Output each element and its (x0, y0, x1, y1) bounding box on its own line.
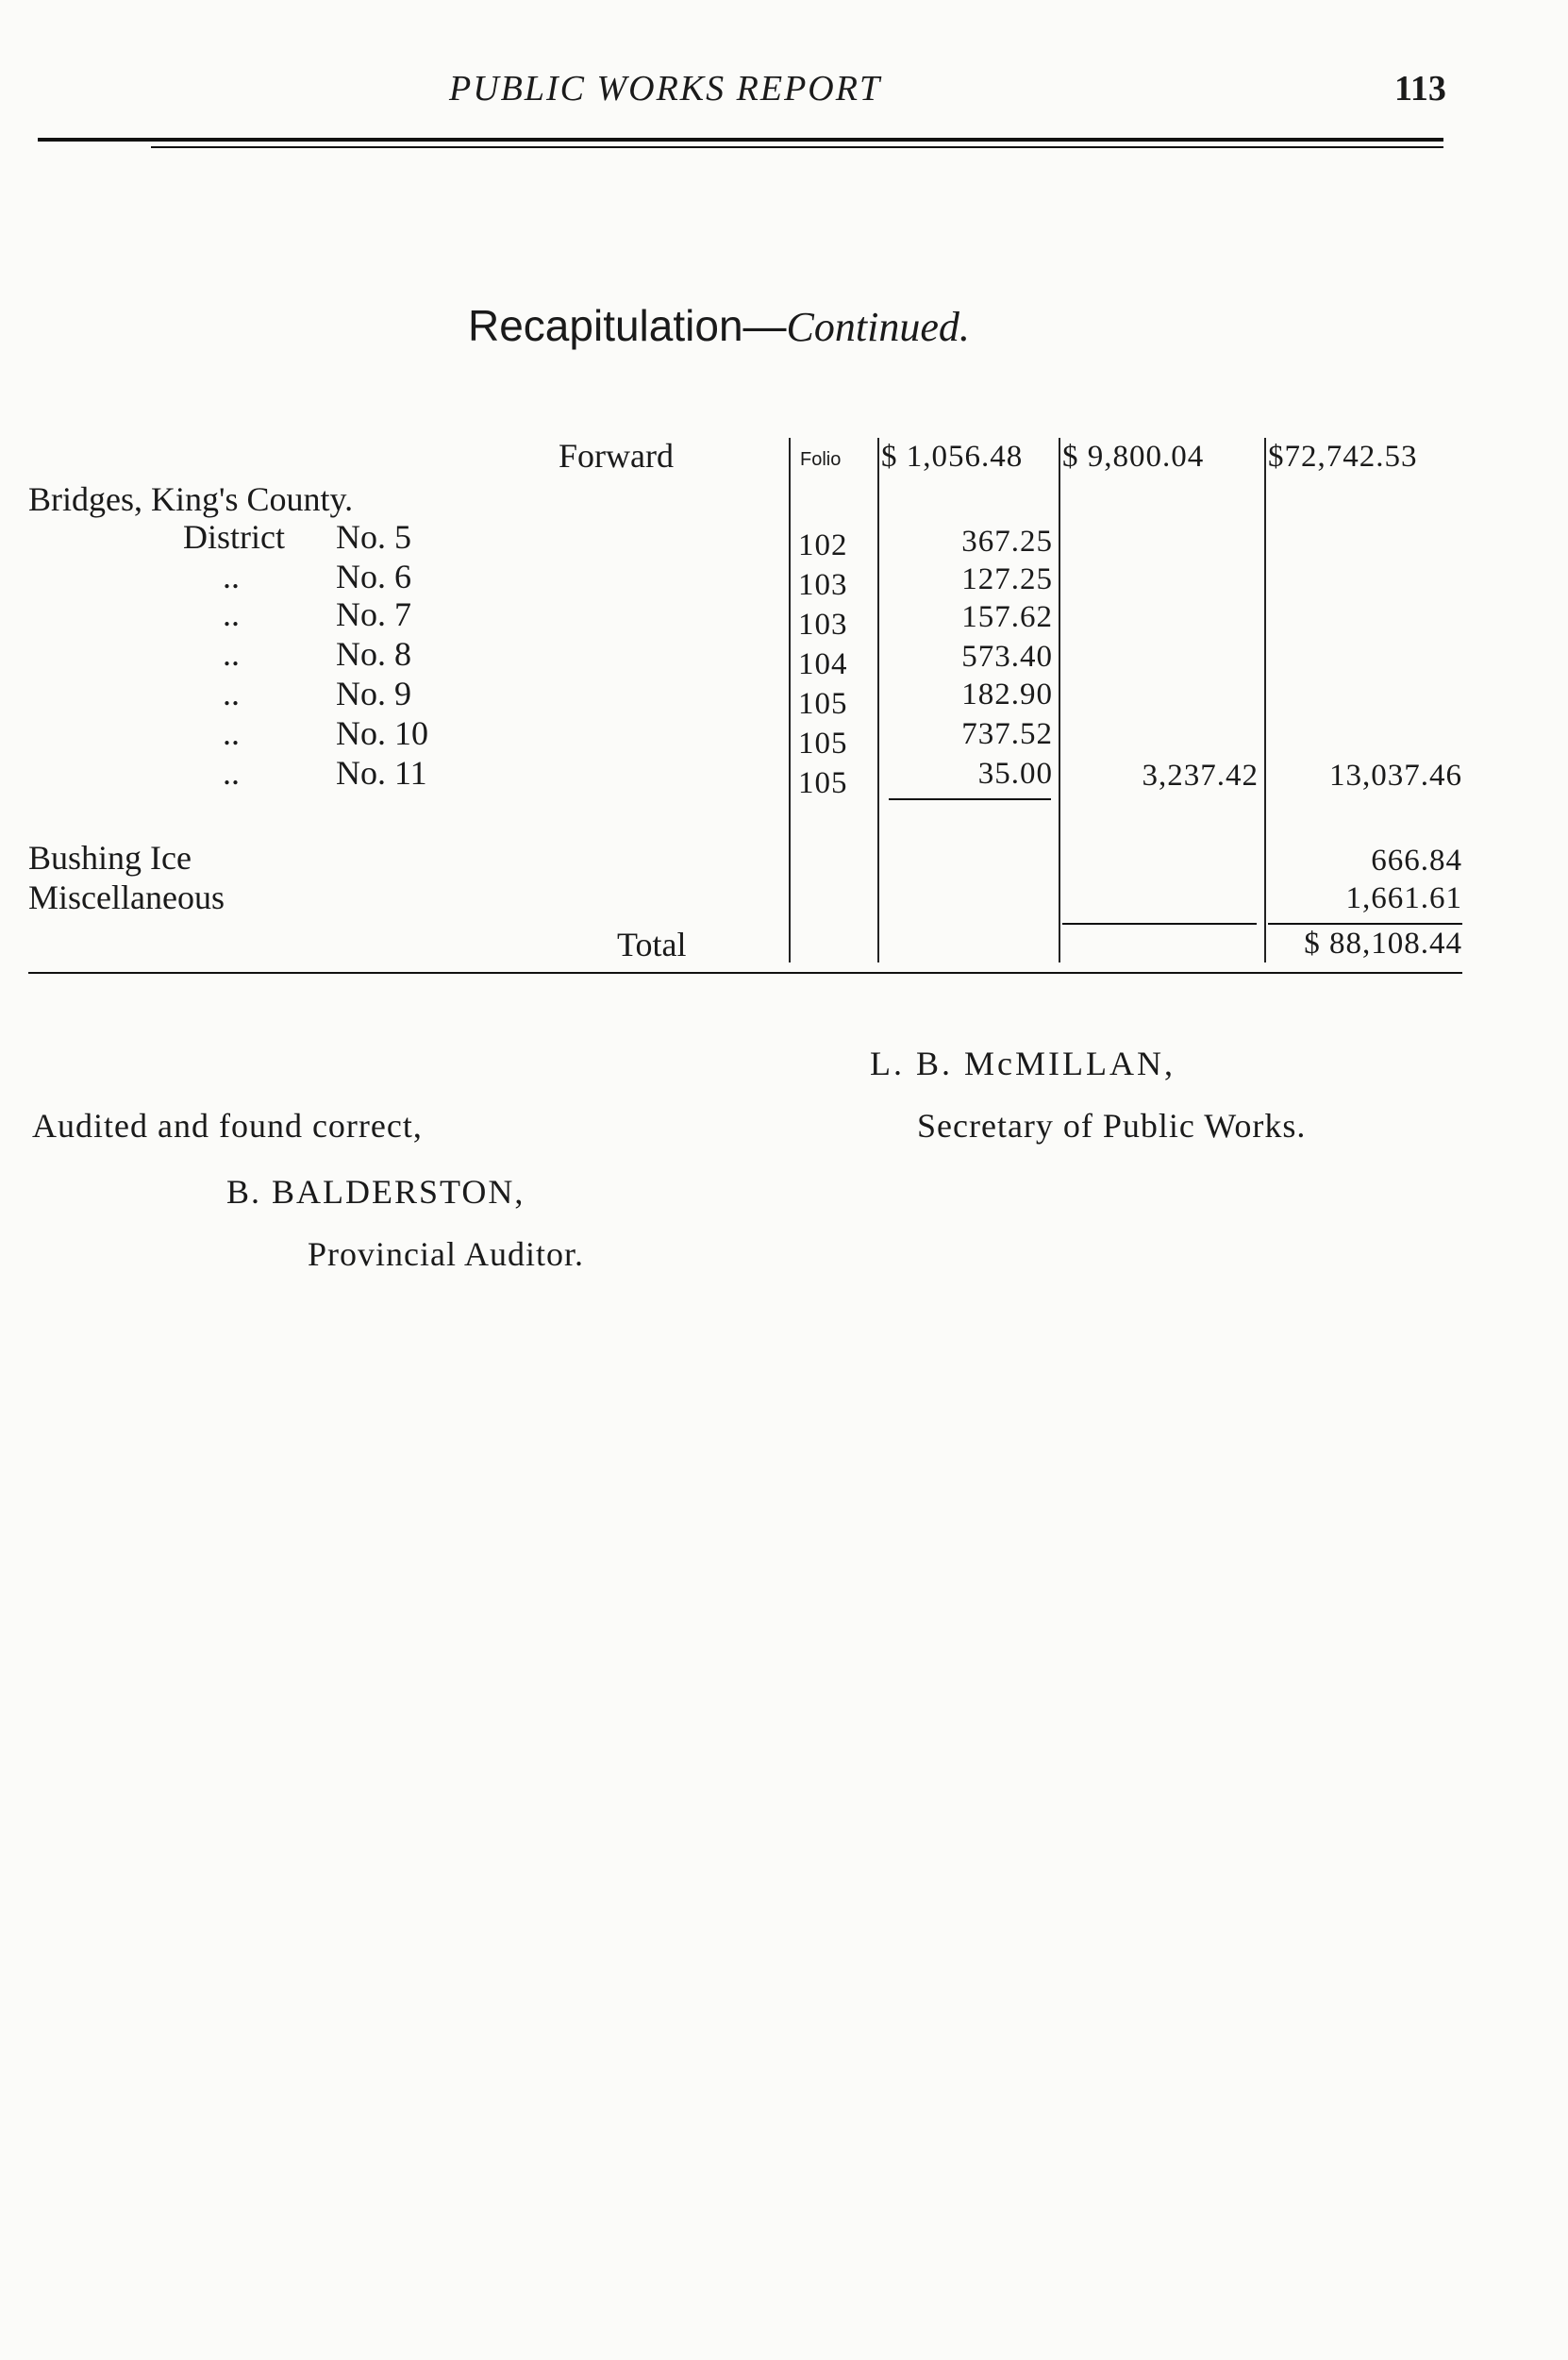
total-label: Total (617, 926, 687, 963)
total-col-underline (1268, 923, 1462, 925)
district-amount-underline (889, 798, 1051, 800)
miscellaneous-amount: 1,661.61 (1345, 881, 1462, 915)
header-rule-thick (38, 138, 1443, 142)
secretary-name: L. B. McMILLAN, (870, 1045, 1176, 1082)
running-header-title: PUBLIC WORKS REPORT (449, 69, 882, 109)
row-prefix: District (183, 518, 285, 556)
row-district-no: No. 9 (336, 675, 411, 712)
row-folio: 103 (798, 568, 848, 602)
row-prefix: .. (223, 595, 240, 633)
header-rule-thin (151, 146, 1443, 148)
page-number: 113 (1394, 69, 1446, 109)
column-rule-amount-left (877, 438, 879, 962)
row-folio: 105 (798, 687, 848, 721)
forward-amount-col3: $72,742.53 (1268, 440, 1418, 474)
section-heading (468, 300, 970, 351)
row-prefix: .. (223, 675, 240, 712)
row-district-no: No. 10 (336, 714, 428, 752)
row-prefix: .. (223, 714, 240, 752)
forward-amount-col1: $ 1,056.48 (881, 440, 1024, 474)
bushing-ice-label: Bushing Ice (28, 839, 192, 877)
row-folio: 105 (798, 727, 848, 761)
row-amount: 182.90 (961, 678, 1053, 711)
row-amount: 35.00 (977, 757, 1053, 791)
heading-continued: Continued. (786, 304, 970, 350)
bridges-total: 13,037.46 (1329, 759, 1462, 793)
auditor-title: Provincial Auditor. (308, 1235, 584, 1273)
grand-total: $ 88,108.44 (1304, 927, 1462, 961)
row-prefix: .. (223, 635, 240, 673)
audited-text: Audited and found correct, (32, 1107, 423, 1145)
row-amount: 573.40 (961, 640, 1053, 674)
row-district-no: No. 5 (336, 518, 411, 556)
column-rule-subtotal-left (1059, 438, 1060, 962)
bridges-label: Bridges, King's County. (28, 480, 354, 518)
heading-main: Recapitulation (468, 301, 743, 350)
column-rule-total-left (1264, 438, 1266, 962)
row-folio: 104 (798, 647, 848, 681)
miscellaneous-label: Miscellaneous (28, 879, 225, 916)
row-district-no: No. 7 (336, 595, 411, 633)
table-bottom-rule (28, 972, 1462, 974)
row-prefix: .. (223, 754, 240, 792)
forward-label: Forward (559, 437, 674, 475)
column-rule-folio-left (789, 438, 791, 962)
subtotal-col-underline (1062, 923, 1257, 925)
row-folio: 103 (798, 608, 848, 642)
row-folio: 105 (798, 766, 848, 800)
row-folio: 102 (798, 528, 848, 562)
row-prefix: .. (223, 558, 240, 595)
secretary-title: Secretary of Public Works. (917, 1107, 1307, 1145)
row-amount: 127.25 (961, 562, 1053, 596)
row-amount: 737.52 (961, 717, 1053, 751)
row-district-no: No. 11 (336, 754, 427, 792)
row-amount: 367.25 (961, 525, 1053, 559)
row-district-no: No. 6 (336, 558, 411, 595)
bushing-ice-amount: 666.84 (1371, 844, 1462, 878)
auditor-name: B. BALDERSTON, (226, 1173, 525, 1211)
row-amount: 157.62 (961, 600, 1053, 634)
forward-amount-col2: $ 9,800.04 (1062, 440, 1205, 474)
folio-column-label: Folio (800, 449, 842, 470)
row-district-no: No. 8 (336, 635, 411, 673)
heading-dash: — (742, 301, 787, 350)
bridges-subtotal: 3,237.42 (1142, 759, 1259, 793)
